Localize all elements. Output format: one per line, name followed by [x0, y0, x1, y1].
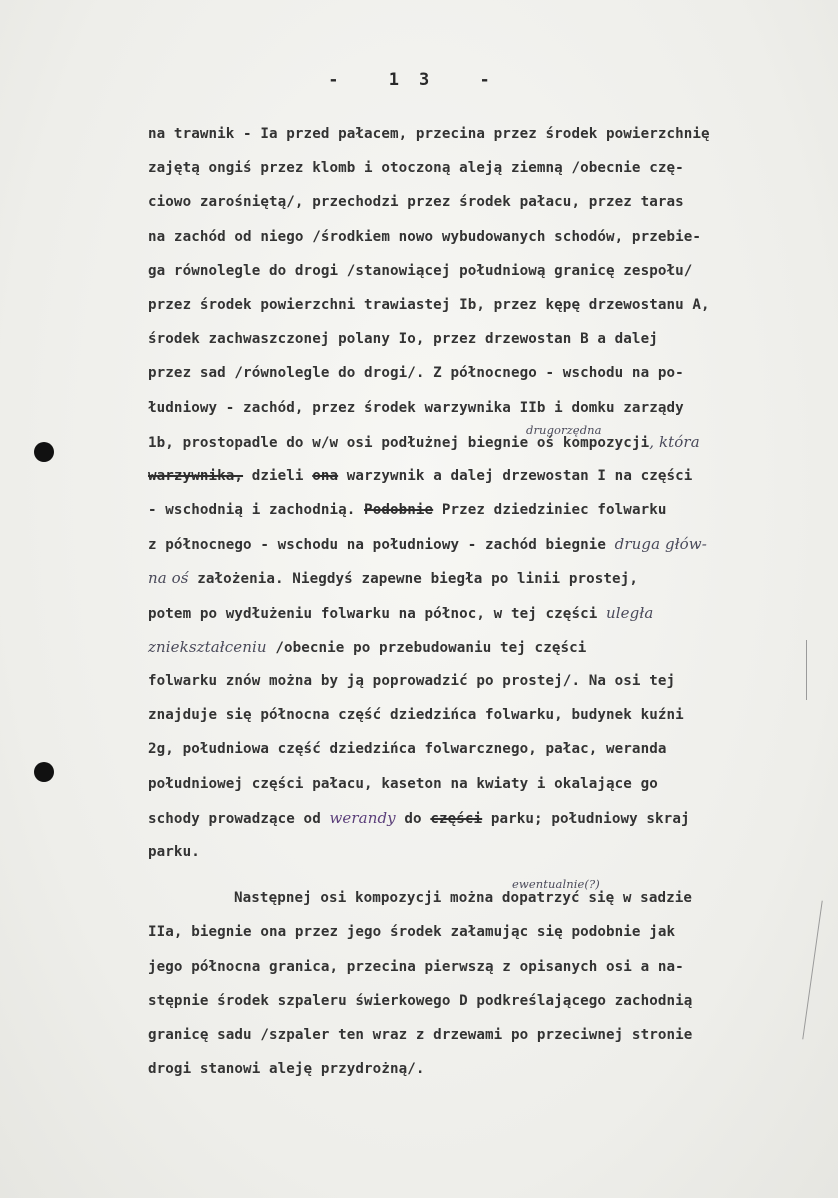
- struck-text: części: [430, 810, 483, 827]
- text-line: [148, 801, 828, 835]
- text-fragment: z północnego - wschodu na południowy - zachód biegnie: [148, 537, 615, 554]
- text-line: [148, 527, 828, 561]
- text-line: stępnie środek szpaleru świerkowego D podkreślającego zachodnią: [148, 992, 693, 1009]
- text-line: [148, 493, 828, 527]
- text-fragment: do: [395, 810, 431, 827]
- struck-text: ona: [312, 467, 339, 484]
- page-number: - 13 -: [328, 70, 510, 90]
- text-fragment: schody prowadzące od: [148, 810, 330, 827]
- text-line: [148, 459, 828, 493]
- text-line: [148, 422, 828, 459]
- handwritten-insert: uległa: [606, 603, 654, 622]
- text-fragment: założenia. Niegdyś zapewne biegła po linii prostej,: [188, 571, 638, 588]
- text-line: południowej części pałacu, kaseton na kwiaty i okalające go: [148, 775, 658, 792]
- handwritten-superscript: drugorzędna: [526, 422, 602, 437]
- text-line: zajętą ongiś przez klomb i otoczoną aleją ziemną /obecnie czę-: [148, 160, 684, 177]
- text-line: [148, 877, 828, 915]
- handwritten-insert: druga głów-: [614, 535, 707, 554]
- text-fragment: Następnej osi kompozycji: [234, 890, 451, 907]
- text-line: przez środek powierzchni trawiastej Ib, przez kępę drzewostanu A,: [148, 296, 710, 313]
- text-line: jego północna granica, przecina pierwszą z opisanych osi a na-: [148, 958, 684, 975]
- text-line: na zachód od niego /środkiem nowo wybudowanych schodów, przebie-: [148, 228, 702, 245]
- handwritten-superscript: ewentualnie(?): [512, 877, 600, 892]
- text-fragment: - wschodnią i zachodnią.: [148, 502, 365, 519]
- text-line: granicę sadu /szpaler ten wraz z drzewami po przeciwnej stronie: [148, 1026, 693, 1043]
- text-fragment: 1b, prostopadle do w/w osi podłużnej: [148, 434, 468, 451]
- text-line: przez sad /równolegle do drogi/. Z północnego - wschodu na po-: [148, 365, 684, 382]
- text-fragment: potem po wydłużeniu folwarku na północ, w tej części: [148, 605, 607, 622]
- struck-text: warzywnika,: [148, 467, 244, 484]
- text-fragment: biegnie: [467, 434, 529, 451]
- text-line: ga równolegle do drogi /stanowiącej południową granicę zespołu/: [148, 262, 693, 279]
- struck-text: Podobnie: [364, 502, 434, 519]
- handwritten-insert: , która: [649, 432, 700, 451]
- text-line: parku.: [148, 843, 200, 860]
- text-line: na trawnik - Ia przed pałacem, przecina przez środek powierzchnię: [148, 126, 710, 142]
- text-fragment: oś kompozycji: [528, 434, 650, 451]
- text-line: [148, 596, 828, 630]
- text-fragment: można: [450, 890, 494, 907]
- text-line: IIa, biegnie ona przez jego środek załamując się podobnie jak: [148, 924, 676, 941]
- text-line: łudniowy - zachód, przez środek warzywnika IIb i domku zarządy: [148, 399, 684, 416]
- text-fragment: /obecnie po przebudowaniu tej części: [266, 639, 587, 656]
- text-line: drogi stanowi aleję przydrożną/.: [148, 1061, 425, 1078]
- text-line: folwarku znów można by ją poprowadzić po prostej/. Na osi tej: [148, 673, 676, 689]
- text-fragment: Przez dziedziniec folwarku: [433, 502, 667, 519]
- text-line: środek zachwaszczonej polany Io, przez drzewostan B a dalej: [148, 331, 658, 348]
- handwritten-insert: na oś: [148, 569, 189, 588]
- text-line: 2g, południowa część dziedzińca folwarcznego, pałac, weranda: [148, 741, 667, 758]
- text-fragment: warzywnik a dalej drzewostan I na części: [338, 467, 693, 484]
- text-fragment: dzieli: [243, 467, 313, 484]
- handwritten-insert: werandy: [329, 808, 396, 827]
- text-line: znajduje się północna część dziedzińca folwarku, budynek kuźni: [148, 707, 684, 724]
- handwritten-insert: zniekształceniu: [148, 637, 267, 656]
- text-fragment: dopatrzyć się w sadzie: [493, 890, 693, 907]
- text-line: [148, 630, 828, 664]
- punch-hole-top: [34, 442, 54, 462]
- document-body: [148, 117, 828, 1086]
- text-line: [148, 561, 828, 595]
- punch-hole-bottom: [34, 762, 54, 782]
- text-line: ciowo zarośniętą/, przechodzi przez środek pałacu, przez taras: [148, 194, 684, 211]
- text-fragment: parku; południowy skraj: [482, 810, 690, 827]
